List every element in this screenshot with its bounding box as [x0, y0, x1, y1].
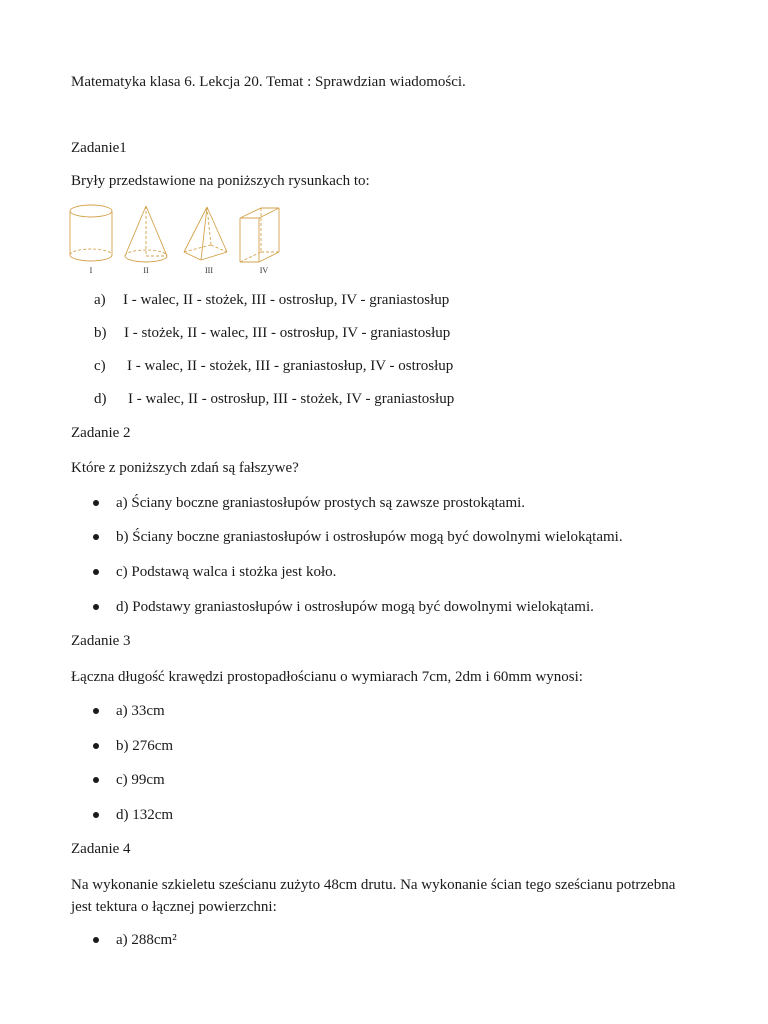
bullet — [93, 569, 99, 575]
task3-question: Łączna długość krawędzi prostopadłościanu o wymiarach 7cm, 2dm i 60mm wynosi: — [71, 669, 583, 685]
bullet — [93, 743, 99, 749]
task1-option-c: I - walec, II - stożek, III - graniastosłup, IV - ostrosłup — [127, 358, 454, 374]
task3-item-c: c) 99cm — [116, 772, 165, 788]
task1-option-d-letter: d) — [94, 391, 107, 407]
task2-heading: Zadanie 2 — [71, 425, 131, 441]
task1-option-a: I - walec, II - stożek, III - ostrosłup, IV - graniastosłup — [123, 292, 450, 308]
task3-item-a: a) 33cm — [116, 703, 165, 719]
task4-heading: Zadanie 4 — [71, 841, 131, 857]
task3-heading: Zadanie 3 — [71, 633, 131, 649]
prism-figure — [240, 208, 279, 262]
bullet — [93, 812, 99, 818]
task1-option-b-letter: b) — [94, 325, 107, 341]
bullet — [93, 500, 99, 506]
bullet — [93, 937, 99, 943]
figure-label-4: IV — [259, 266, 269, 275]
figure-label-1: I — [89, 266, 93, 275]
task2-item-b: b) Ściany boczne graniastosłupów i ostrosłupów mogą być dowolnymi wielokątami. — [116, 529, 623, 545]
bullet — [93, 604, 99, 610]
task3-item-b: b) 276cm — [116, 738, 174, 754]
task1-option-d: I - walec, II - ostrosłup, III - stożek, IV - graniastosłup — [128, 391, 455, 407]
task1-option-a-letter: a) — [94, 292, 106, 308]
bullet — [93, 777, 99, 783]
task2-question: Które z poniższych zdań są fałszywe? — [71, 460, 299, 476]
task2-item-d: d) Podstawy graniastosłupów i ostrosłupów mogą być dowolnymi wielokątami. — [116, 599, 594, 615]
task2-item-c: c) Podstawą walca i stożka jest koło. — [116, 564, 337, 580]
task1-option-b: I - stożek, II - walec, III - ostrosłup, IV - graniastosłup — [124, 325, 451, 341]
task4-question: Na wykonanie szkieletu sześcianu zużyto 48cm drutu. Na wykonanie ścian tego sześcianu potrzebna jest tektura o łącznej powierzchni: — [71, 877, 676, 915]
cone-figure — [125, 206, 167, 262]
task4-item-a: a) 288cm² — [116, 932, 177, 948]
cylinder-figure — [70, 205, 112, 261]
solids-figure — [66, 200, 296, 280]
page-title: Matematyka klasa 6. Lekcja 20. Temat : Sprawdzian wiadomości. — [71, 74, 466, 90]
task2-item-a: a) Ściany boczne graniastosłupów prostych są zawsze prostokątami. — [116, 495, 526, 511]
task3-item-d: d) 132cm — [116, 807, 174, 823]
figure-label-2: II — [143, 266, 149, 275]
bullet — [93, 534, 99, 540]
task1-heading: Zadanie1 — [71, 140, 127, 156]
pyramid-figure — [184, 207, 227, 260]
task1-option-c-letter: c) — [94, 358, 106, 374]
task1-question: Bryły przedstawione na poniższych rysunkach to: — [71, 173, 370, 189]
figure-label-3: III — [205, 266, 213, 275]
bullet — [93, 708, 99, 714]
